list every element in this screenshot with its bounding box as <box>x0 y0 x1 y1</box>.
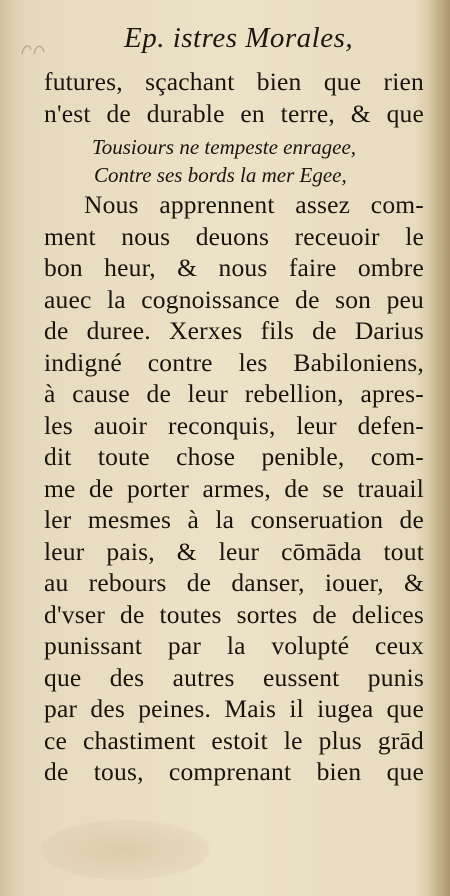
verse-line: Tousiours ne tempeste enragee, <box>92 135 357 159</box>
text-line: auec la cognoissance de son peu <box>44 284 424 314</box>
gutter-shadow <box>428 0 450 896</box>
verse-line: Contre ses bords la mer Egee, <box>94 163 347 187</box>
text-line: ce chastiment estoit le plus grād <box>44 725 424 755</box>
text-line: futures, sçachant bien que rien <box>44 67 424 96</box>
text-line: par des peines. Mais il iugea que <box>44 694 424 723</box>
text-line: bon heur, & nous faire ombre <box>44 253 424 282</box>
text-line: n'est de durable en terre, & que <box>44 98 424 128</box>
text-line: leur pais, & leur cōmāda tout <box>44 536 424 566</box>
text-line: de tous, comprenant bien que <box>44 757 424 786</box>
text-line: à cause de leur rebellion, apres- <box>44 379 424 408</box>
text-line: que des autres eussent punis <box>44 662 424 692</box>
text-line: d'vser de toutes sortes de delices <box>44 599 424 629</box>
text-line: dit toute chose penible, com- <box>44 442 424 471</box>
faint-folio-mark <box>18 40 48 58</box>
text-line: indigné contre les Babiloniens, <box>44 347 424 377</box>
text-line: ment nous deuons receuoir le <box>44 221 424 251</box>
text-line: punissant par la volupté ceux <box>44 631 424 660</box>
paper-stain <box>40 820 210 880</box>
text-line: me de porter armes, de se trauail <box>44 473 424 503</box>
running-head: Ep. istres Morales, <box>124 22 354 54</box>
text-line: les auoir reconquis, leur defen- <box>44 410 424 440</box>
text-line: ler mesmes à la conseruation de <box>44 505 424 534</box>
text-line: de duree. Xerxes fils de Darius <box>44 316 424 345</box>
text-line: au rebours de danser, iouer, & <box>44 568 424 597</box>
paragraph-first-line: Nous apprennent assez com- <box>84 190 424 219</box>
text-block <box>44 66 424 788</box>
